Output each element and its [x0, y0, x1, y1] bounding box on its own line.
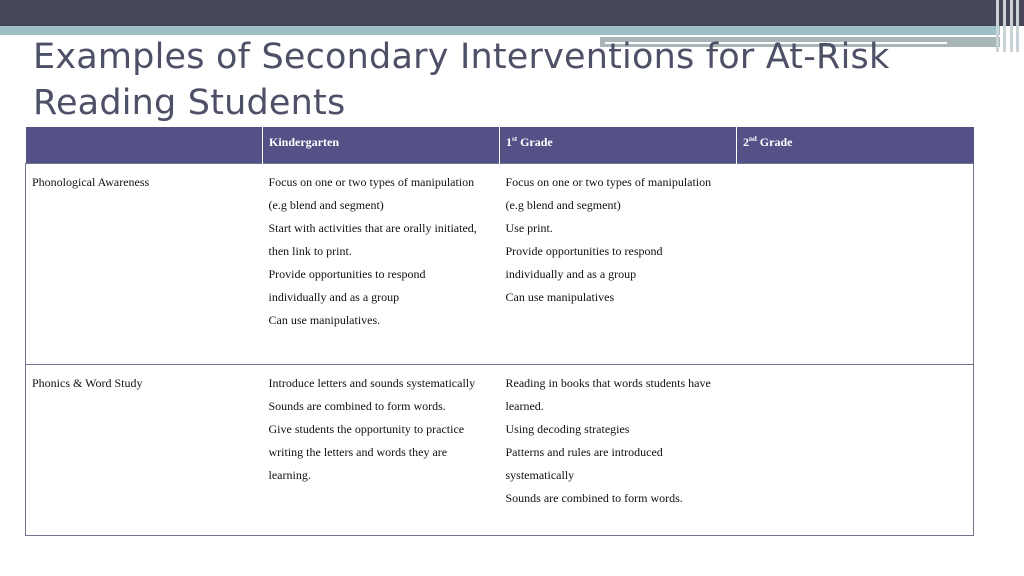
cell-grade2 — [737, 365, 974, 536]
cell-text-line: Sounds are combined to form words. — [268, 399, 446, 413]
cell-grade1 — [500, 365, 737, 536]
table-row — [26, 365, 974, 536]
cell-text-line: individually and as a group — [505, 267, 637, 281]
cell-text-line: individually and as a group — [268, 290, 400, 304]
cell-grade1 — [500, 164, 737, 365]
cell-text-line: (e.g blend and segment) — [505, 198, 621, 212]
table-row — [26, 164, 974, 365]
slide-title — [33, 34, 933, 126]
row-label: Phonics & Word Study — [26, 365, 263, 536]
cell-kindergarten — [263, 164, 500, 365]
row-label: Phonological Awareness — [26, 164, 263, 365]
slide-header-bar — [0, 0, 1024, 26]
cell-grade2 — [737, 164, 974, 365]
cell-text-line: Can use manipulatives. — [268, 313, 381, 327]
header-cell-grade1: 1st Grade — [500, 127, 737, 164]
cell-text-line: then link to print. — [268, 244, 352, 258]
cell-text-line: Can use manipulatives — [505, 290, 615, 304]
decorative-vertical-bars — [994, 0, 1024, 52]
header-cell-area — [26, 127, 263, 164]
cell-text-line: Using decoding strategies — [505, 422, 630, 436]
cell-text-line: Focus on one or two types of manipulation — [268, 175, 475, 189]
header-cell-grade2: 2nd Grade — [737, 127, 974, 164]
cell-text-line: Introduce letters and sounds systematically — [268, 376, 476, 390]
cell-text-line: (e.g blend and segment) — [268, 198, 384, 212]
header-cell-kindergarten: Kindergarten — [263, 127, 500, 164]
cell-text-line: Reading in books that words students have — [505, 376, 711, 390]
cell-kindergarten — [263, 365, 500, 536]
table-header-row — [26, 127, 974, 164]
table-body — [26, 164, 974, 536]
cell-text-line: Focus on one or two types of manipulation — [505, 175, 712, 189]
cell-text-line: Use print. — [505, 221, 553, 235]
cell-text-line: writing the letters and words they are — [268, 445, 448, 459]
cell-text-line: Provide opportunities to respond — [505, 244, 663, 258]
interventions-table — [25, 127, 974, 536]
cell-text-line: systematically — [505, 468, 575, 482]
cell-text-line: learned. — [505, 399, 544, 413]
cell-text-line: Sounds are combined to form words. — [505, 491, 683, 505]
cell-text-line: Provide opportunities to respond — [268, 267, 426, 281]
cell-text-line: Start with activities that are orally initiated, — [268, 221, 477, 235]
slide-title-line: Examples of Secondary Interventions for At-Risk — [33, 37, 890, 77]
slide-title-line: Reading Students — [33, 83, 346, 123]
cell-text-line: Patterns and rules are introduced — [505, 445, 663, 459]
cell-text-line: learning. — [268, 468, 311, 482]
cell-text-line: Give students the opportunity to practice — [268, 422, 465, 436]
